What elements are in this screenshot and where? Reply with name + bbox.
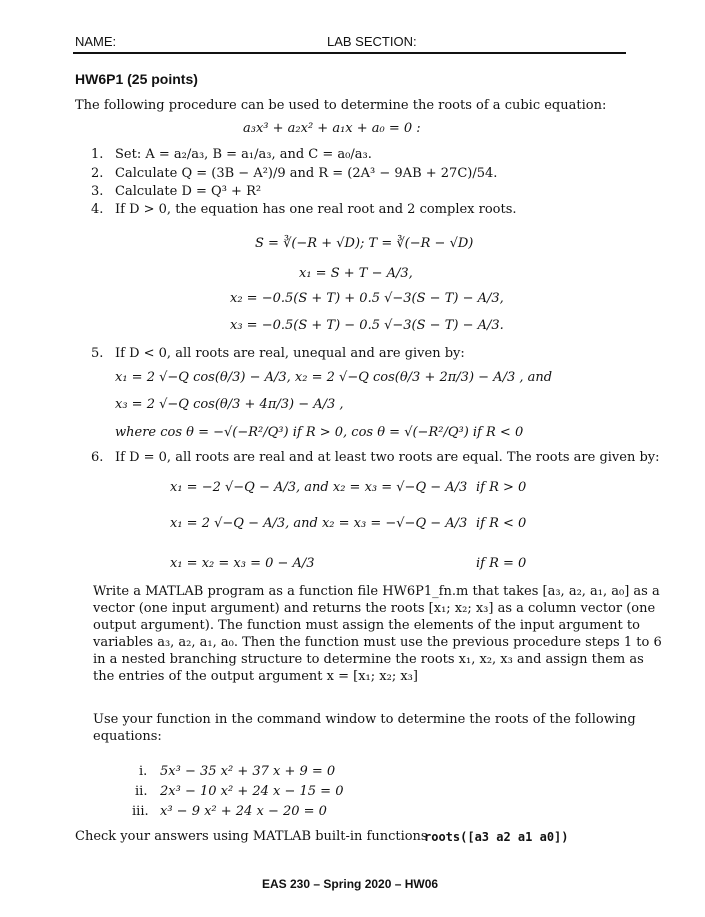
- equation-i-label: i.: [139, 764, 148, 779]
- footer-text: EAS 230 – Spring 2020 – HW06: [262, 877, 439, 891]
- step-1-text: Set: A = a₂/a₃, B = a₁/a₃, and C = a₀/a₃.: [115, 147, 372, 162]
- condition-r-positive: if R > 0: [476, 480, 527, 495]
- paragraph-line-1: Write a MATLAB program as a function file HW6P1_fn.m that takes [a₃, a₂, a₁, a₀] as a: [93, 584, 660, 599]
- step-2-number: 2.: [91, 166, 104, 181]
- step-2-text: Calculate Q = (3B − A²)/9 and R = (2A³ − 9AB + 27C)/54.: [115, 166, 498, 181]
- use-text-line-2: equations:: [93, 729, 162, 744]
- step-5-text: If D < 0, all roots are real, unequal and are given by:: [115, 346, 465, 361]
- formula-x3-dpos: x₃ = −0.5(S + T) − 0.5 √−3(S − T) − A/3.: [230, 318, 504, 333]
- step-1-number: 1.: [91, 147, 104, 162]
- intro-text: The following procedure can be used to determine the roots of a cubic equation:: [75, 98, 607, 113]
- use-text-line-1: Use your function in the command window to determine the roots of the following: [93, 712, 636, 727]
- step-4-text: If D > 0, the equation has one real root and 2 complex roots.: [115, 202, 517, 217]
- paragraph-line-5: in a nested branching structure to determine the roots x₁, x₂, x₃ and assign them as: [93, 652, 644, 667]
- equation-iii: x³ − 9 x² + 24 x − 20 = 0: [160, 804, 327, 819]
- header-rule: [73, 52, 626, 54]
- paragraph-line-4: variables a₃, a₂, a₁, a₀. Then the function must use the previous procedure steps 1 to 6: [93, 635, 662, 650]
- name-label: NAME:: [75, 34, 117, 49]
- formula-case-r-positive: x₁ = −2 √−Q − A/3, and x₂ = x₃ = √−Q − A/3: [170, 480, 468, 495]
- formula-x2-dpos: x₂ = −0.5(S + T) + 0.5 √−3(S − T) − A/3,: [230, 291, 504, 306]
- paragraph-line-3: output argument). The function must assign the elements of the input argument to: [93, 618, 640, 633]
- check-code: roots([a3 a2 a1 a0]): [424, 830, 569, 844]
- equation-ii-label: ii.: [135, 784, 148, 799]
- step-3-text: Calculate D = Q³ + R²: [115, 184, 262, 199]
- check-text: Check your answers using MATLAB built-in functions: [75, 829, 428, 844]
- step-4-number: 4.: [91, 202, 104, 217]
- condition-r-zero: if R = 0: [476, 556, 527, 571]
- paragraph-line-6: the entries of the output argument x = [x₁; x₂; x₃]: [93, 669, 418, 684]
- formula-case-r-negative: x₁ = 2 √−Q − A/3, and x₂ = x₃ = −√−Q − A/3: [170, 516, 468, 531]
- formula-case-r-zero: x₁ = x₂ = x₃ = 0 − A/3: [170, 556, 315, 571]
- paragraph-line-2: vector (one input argument) and returns the roots [x₁; x₂; x₃] as a column vector (one: [93, 601, 656, 616]
- cubic-equation: a₃x³ + a₂x² + a₁x + a₀ = 0 :: [243, 121, 421, 136]
- lab-section-label: LAB SECTION:: [327, 34, 417, 49]
- formula-x3-dneg: x₃ = 2 √−Q cos(θ/3 + 4π/3) − A/3 ,: [115, 397, 344, 412]
- formula-x1-x2-dneg: x₁ = 2 √−Q cos(θ/3) − A/3, x₂ = 2 √−Q cos(θ/3 + 2π/3) − A/3 , and: [115, 370, 553, 385]
- step-5-number: 5.: [91, 346, 104, 361]
- equation-ii: 2x³ − 10 x² + 24 x − 15 = 0: [160, 784, 344, 799]
- formula-s-t: S = ∛(−R + √D); T = ∛(−R − √D): [255, 236, 474, 251]
- step-6-number: 6.: [91, 450, 104, 465]
- equation-i: 5x³ − 35 x² + 37 x + 9 = 0: [160, 764, 336, 779]
- condition-r-negative: if R < 0: [476, 516, 527, 531]
- formula-x1-dpos: x₁ = S + T − A/3,: [299, 266, 413, 281]
- step-6-text: If D = 0, all roots are real and at least two roots are equal. The roots are given by:: [115, 450, 660, 465]
- step-3-number: 3.: [91, 184, 104, 199]
- formula-cos-theta: where cos θ = −√(−R²/Q³) if R > 0, cos θ = √(−R²/Q³) if R < 0: [115, 425, 524, 440]
- problem-title: HW6P1 (25 points): [75, 71, 198, 87]
- equation-iii-label: iii.: [132, 804, 149, 819]
